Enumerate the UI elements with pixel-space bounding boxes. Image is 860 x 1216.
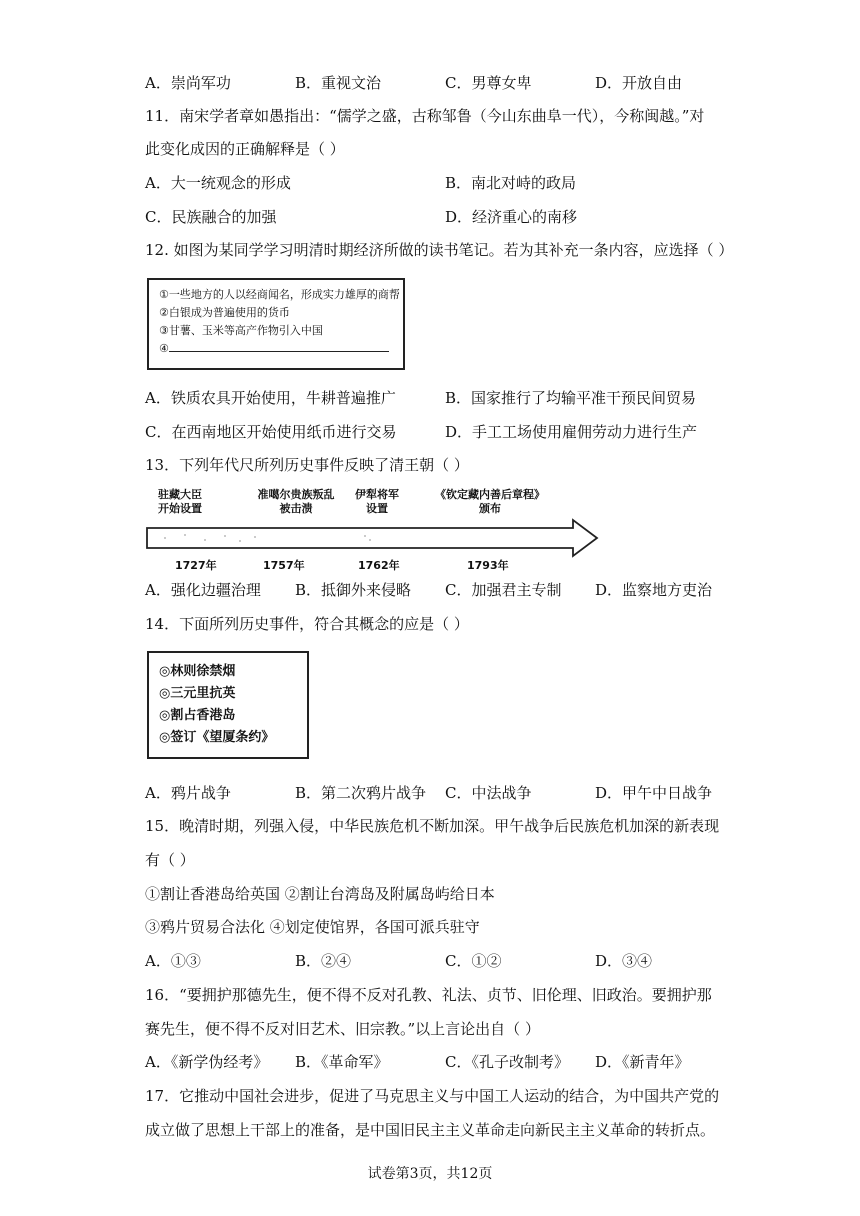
q14-item-2: ◎三元里抗英 — [159, 686, 236, 701]
q12-note-3: ③甘薯、玉米等高产作物引入中国 — [159, 324, 323, 337]
q13-option-c: C．加强君主专制 — [445, 581, 562, 599]
q13-timeline — [145, 488, 605, 578]
ring-bullet-icon: ◎ — [159, 730, 171, 745]
q16-option-c: C．《孔子改制考》 — [445, 1053, 569, 1071]
q10-option-c: C．男尊女卑 — [445, 74, 532, 92]
q12-option-d: D．手工工场使用雇佣劳动力进行生产 — [445, 423, 698, 441]
q13-event-3-label: 伊犁将军 设置 — [355, 488, 399, 515]
q14-item-4: ◎签订《望厦条约》 — [159, 730, 275, 745]
ring-bullet-icon: ◎ — [159, 708, 171, 723]
q13-event-4-year: 1793年 — [467, 559, 509, 572]
q14-events-box — [147, 651, 309, 759]
ring-bullet-icon: ◎ — [159, 664, 171, 679]
q14-option-b: B．第二次鸦片战争 — [295, 784, 427, 802]
q12-note-1: ①一些地方的人以经商闻名，形成实力雄厚的商帮 — [159, 288, 400, 301]
q13-event-2-year: 1757年 — [263, 559, 305, 572]
q16-option-d: D．《新青年》 — [595, 1053, 690, 1071]
q15-stem-line2: 有（ ） — [145, 851, 195, 869]
q14-option-a: A．鸦片战争 — [145, 784, 231, 802]
q14-option-d: D．甲午中日战争 — [595, 784, 713, 802]
page-footer: 试卷第3页，共12页 — [367, 1166, 493, 1182]
q12-note-4: ④ — [159, 340, 400, 358]
q11-stem-line2: 此变化成因的正确解释是（ ） — [145, 140, 345, 158]
q13-option-d: D．监察地方吏治 — [595, 581, 713, 599]
q13-option-a: A．强化边疆治理 — [145, 581, 261, 599]
q11-stem-line1: 11．南宋学者章如愚指出：“儒学之盛，古称邹鲁（今山东曲阜一代），今称闽越。”对 — [145, 107, 705, 125]
q12-stem: 12. 如图为某同学学习明清时期经济所做的读书笔记。若为其补充一条内容，应选择（ ） — [145, 241, 734, 259]
q13-option-b: B．抵御外来侵略 — [295, 581, 412, 599]
q13-event-4-label: 《钦定藏内善后章程》 颁布 — [435, 488, 545, 515]
q13-event-1-label: 驻藏大臣 开始设置 — [158, 488, 202, 515]
q13-event-3-year: 1762年 — [358, 559, 400, 572]
q10-option-a: A．崇尚军功 — [145, 74, 231, 92]
q16-option-b: B．《革命军》 — [295, 1053, 389, 1071]
q14-item-1: ◎林则徐禁烟 — [159, 664, 236, 679]
q16-stem-line2: 赛先生，便不得不反对旧艺术、旧宗教。”以上言论出自（ ） — [145, 1020, 540, 1038]
q15-statements-line2: ③鸦片贸易合法化 ④划定使馆界，各国可派兵驻守 — [145, 918, 480, 936]
q14-item-3: ◎割占香港岛 — [159, 708, 236, 723]
q15-option-a: A．①③ — [145, 952, 201, 970]
q15-stem-line1: 15．晚清时期，列强入侵，中华民族危机不断加深。甲午战争后民族危机加深的新表现 — [145, 817, 720, 835]
q12-reading-notes-box — [147, 278, 405, 370]
q16-stem-line1: 16．“要拥护那德先生，便不得不反对孔教、礼法、贞节、旧伦理、旧政治。要拥护那 — [145, 986, 712, 1004]
q11-option-a: A．大一统观念的形成 — [145, 174, 291, 192]
q13-timeline-arrow — [145, 518, 605, 558]
ring-bullet-icon: ◎ — [159, 686, 171, 701]
q13-stem: 13．下列年代尺所列历史事件反映了清王朝（ ） — [145, 456, 469, 474]
q16-option-a: A．《新学伪经考》 — [145, 1053, 269, 1071]
q14-stem: 14．下面所列历史事件，符合其概念的应是（ ） — [145, 615, 469, 633]
q14-option-c: C．中法战争 — [445, 784, 532, 802]
q12-option-a: A．铁质农具开始使用，牛耕普遍推广 — [145, 389, 396, 407]
q10-option-d: D．开放自由 — [595, 74, 683, 92]
q15-statements-line1: ①割让香港岛给英国 ②割让台湾岛及附属岛屿给日本 — [145, 885, 495, 903]
q15-option-d: D．③④ — [595, 952, 653, 970]
q10-option-b: B．重视文治 — [295, 74, 382, 92]
q17-stem-line2: 成立做了思想上干部上的准备，是中国旧民主主义革命走向新民主主义革命的转折点。 — [145, 1121, 716, 1139]
q12-option-c: C．在西南地区开始使用纸币进行交易 — [145, 423, 397, 441]
q17-stem-line1: 17．它推动中国社会进步，促进了马克思主义与中国工人运动的结合，为中国共产党的 — [145, 1087, 720, 1105]
q11-option-d: D．经济重心的南移 — [445, 208, 578, 226]
q13-event-2-label: 准噶尔贵族叛乱 被击溃 — [257, 488, 335, 515]
q11-option-c: C．民族融合的加强 — [145, 208, 277, 226]
q15-option-c: C．①② — [445, 952, 502, 970]
q15-option-b: B．②④ — [295, 952, 352, 970]
q11-option-b: B．南北对峙的政局 — [445, 174, 577, 192]
q13-event-1-year: 1727年 — [175, 559, 217, 572]
q12-option-b: B．国家推行了均输平准干预民间贸易 — [445, 389, 697, 407]
q12-note-2: ②白银成为普遍使用的货币 — [159, 306, 290, 319]
